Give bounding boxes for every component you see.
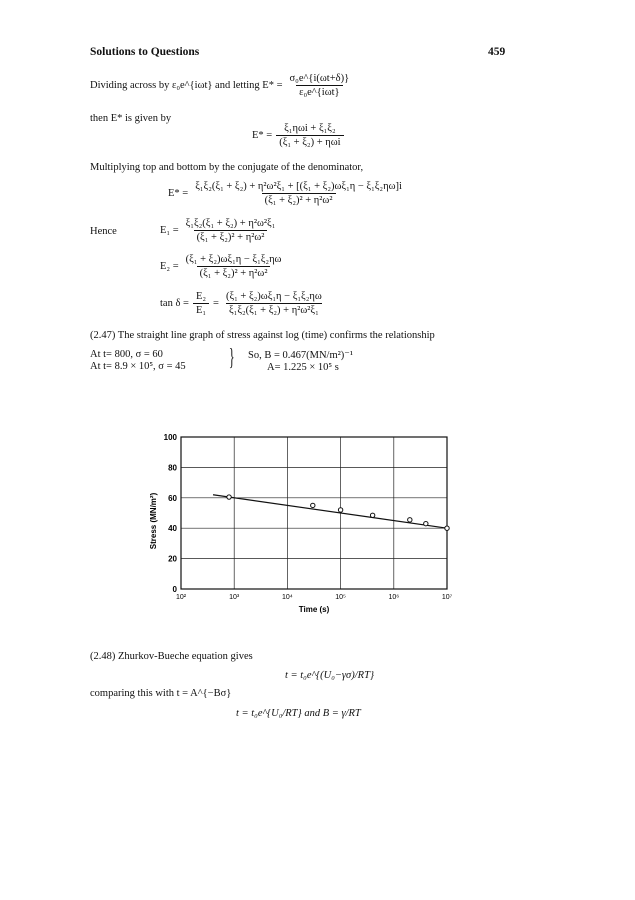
chart-grid (181, 437, 447, 589)
tan-mid-den: E₁ (193, 303, 209, 317)
E2-den: (ξ₁ + ξ₂)² + η²ω² (197, 266, 271, 280)
eq1-num: ξ₁ηωi + ξ₁ξ₂ (284, 123, 336, 134)
data-point (370, 513, 374, 517)
data-point (227, 495, 231, 499)
page-number: 459 (488, 46, 506, 58)
x-ticks (176, 594, 453, 601)
y-tick-label: 60 (168, 493, 177, 503)
dividing-text: Dividing across by ε₀e^{iωt} and letting E* = (90, 80, 283, 91)
tan-mid-num: E₂ (195, 291, 207, 302)
at2-text: At t= 8.9 × 10⁵, σ = 45 (90, 361, 186, 372)
eq2-lhs: E* = (168, 188, 189, 199)
E2-lhs: E₂ = (160, 261, 179, 272)
x-tick-label: 10³ (229, 594, 240, 601)
q248-text: (2.48) Zhurkov-Bueche equation gives (90, 651, 253, 662)
estar-den: ε₀e^{iωt} (296, 85, 342, 99)
eq2-num: ξ₁ξ₂(ξ₁ + ξ₂) + η²ω²ξ₁ + [(ξ₁ + ξ₂)ωξ₁η − ξ₁ξ₂ηω]i (195, 181, 402, 192)
x-tick-label: 10⁴ (282, 594, 293, 601)
so-b-text: So, B = 0.467(MN/m²)⁻¹ (248, 350, 353, 361)
y-tick-label: 0 (172, 585, 177, 594)
tan-mid (193, 290, 209, 317)
plot-frame (181, 437, 447, 589)
estar-num: σ₀e^{i(ωt+δ)} (289, 73, 350, 84)
then-text: then E* is given by (90, 113, 172, 124)
eq2-frac (192, 180, 405, 207)
estar-definition (287, 72, 353, 99)
E2-num: (ξ₁ + ξ₂)ωξ₁η − ξ₁ξ₂ηω (185, 254, 282, 265)
y-tick-label: 80 (168, 463, 177, 473)
tan-eq: = (213, 298, 219, 309)
final-equation: t = t₀e^{U₀/RT} and B = γ/RT (236, 708, 361, 719)
comparing-text: comparing this with t = A^{−Bσ} (90, 688, 232, 699)
y-tick-label: 40 (168, 524, 177, 534)
equation-estar-2 (168, 180, 405, 207)
at1-text: At t= 800, σ = 60 (90, 349, 163, 360)
zhurkov-equation: t = t₀e^{(U₀−γσ)/RT} (285, 670, 375, 681)
running-head: Solutions to Questions (90, 46, 200, 58)
eq1-lhs: E* = (252, 130, 273, 141)
multiplying-text: Multiplying top and bottom by the conjugate of the denominator, (90, 162, 364, 173)
q247-text: (2.47) The straight line graph of stress against log (time) confirms the relationship (90, 330, 435, 341)
equation-E1 (160, 217, 278, 244)
eq1-frac (276, 122, 343, 149)
hence-text: Hence (90, 226, 117, 237)
brace: } (228, 345, 235, 371)
tan-lhs: tan δ = (160, 298, 189, 309)
data-point (338, 508, 342, 512)
E1-den: (ξ₁ + ξ₂)² + η²ω² (194, 230, 268, 244)
x-tick-label: 10⁷ (441, 594, 453, 601)
eq1-den: (ξ₁ + ξ₂) + ηωi (276, 135, 343, 149)
E2-frac (183, 253, 285, 280)
a-value-text: A= 1.225 × 10⁵ s (267, 362, 339, 373)
x-tick-label: 10⁶ (388, 594, 400, 601)
data-point (424, 521, 428, 525)
tan-den: ξ₁ξ₂(ξ₁ + ξ₂) + η²ω²ξ₁ (226, 303, 322, 317)
x-tick-label: 10⁵ (335, 594, 346, 601)
stress-time-chart (130, 426, 460, 626)
x-axis-label: Time (s) (298, 605, 330, 614)
fit-line (213, 495, 447, 528)
equation-tan (160, 290, 325, 317)
data-point (445, 526, 449, 530)
equation-E2 (160, 253, 284, 280)
y-axis-label: Stress (MN/m²) (149, 492, 158, 550)
equation-estar-1 (252, 122, 344, 149)
data-point (311, 503, 315, 507)
data-point (408, 518, 412, 522)
E1-frac (183, 217, 279, 244)
x-tick-label: 10² (175, 594, 187, 601)
tan-frac (223, 290, 325, 317)
dividing-line (90, 72, 352, 99)
eq2-den: (ξ₁ + ξ₂)² + η²ω² (262, 193, 336, 207)
E1-num: ξ₁ξ₂(ξ₁ + ξ₂) + η²ω²ξ₁ (185, 218, 276, 229)
y-tick-label: 100 (163, 433, 177, 442)
tan-num: (ξ₁ + ξ₂)ωξ₁η − ξ₁ξ₂ηω (225, 291, 322, 302)
y-ticks (164, 433, 178, 594)
E1-lhs: E₁ = (160, 225, 179, 236)
y-tick-label: 20 (168, 554, 177, 564)
